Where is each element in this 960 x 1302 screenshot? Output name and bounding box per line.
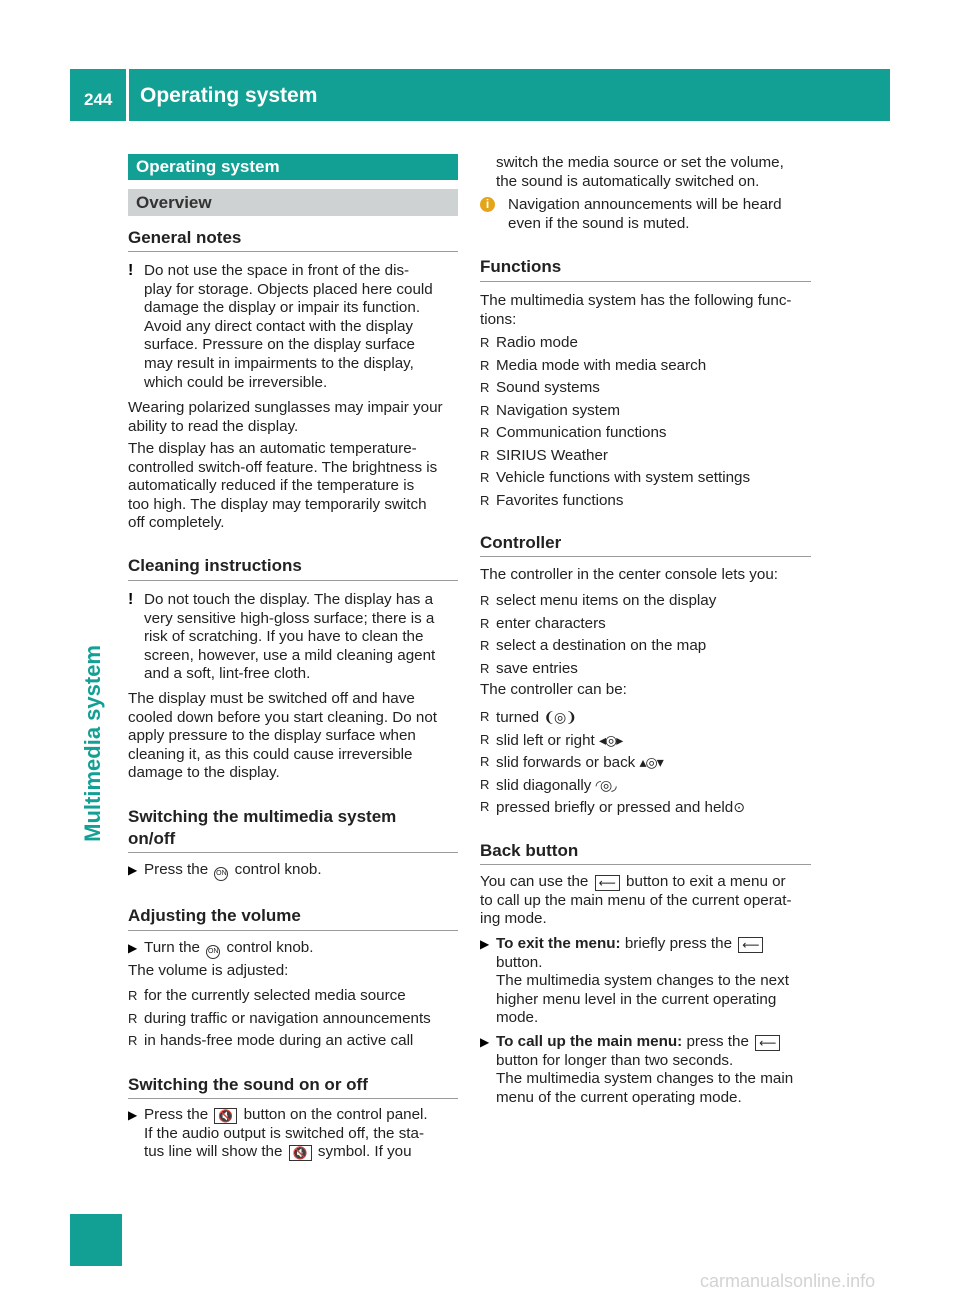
divider <box>128 251 458 252</box>
text-line: too high. The display may temporarily switch <box>128 495 427 513</box>
bullet-icon: R <box>480 425 490 440</box>
text: control knob. <box>226 939 314 956</box>
bullet-icon: R <box>480 754 490 769</box>
list-item: R during traffic or navigation announcements <box>128 1008 463 1031</box>
list-item: R turned ❨◎❩ <box>480 706 811 729</box>
bullet-icon: R <box>480 799 490 814</box>
functions-intro <box>480 292 815 329</box>
text-line: and a soft, lint-free cloth. <box>144 665 311 683</box>
step-exit-menu <box>480 935 811 1028</box>
list-item: R slid left or right ◂◎▸ <box>480 729 811 752</box>
paragraph-sunglasses <box>128 399 463 436</box>
heading-controller: Controller <box>480 533 562 552</box>
list-item: R Favorites functions <box>480 490 811 513</box>
text-line: the sound is automatically switched on. <box>496 172 760 190</box>
text-line: To exit the menu: briefly press the ⟵ <box>496 935 811 954</box>
list-item: R Navigation system <box>480 400 811 423</box>
text-line: cleaning it, as this could cause irreversible <box>128 745 413 763</box>
info-icon: i <box>480 197 495 212</box>
text-line: ability to read the display. <box>128 417 299 435</box>
text-line: play for storage. Objects placed here could <box>144 280 433 298</box>
text-line: even if the sound is muted. <box>508 214 690 232</box>
controller-intro: The controller in the center console lets you: <box>480 566 779 583</box>
controller-slide-lr-icon: ◂◎▸ <box>599 731 623 748</box>
list-item: R select menu items on the display <box>480 590 811 613</box>
text-line: Do not touch the display. The display has a <box>144 591 434 608</box>
text-line: menu of the current operating mode. <box>496 1088 742 1106</box>
list-item: R save entries <box>480 658 811 681</box>
text-line: The multimedia system has the following func- <box>480 292 792 309</box>
text-line: screen, however, use a mild cleaning agent <box>144 646 436 664</box>
list-item: R select a destination on the map <box>480 635 811 658</box>
warning-touch-display <box>128 591 463 684</box>
list-item: R pressed briefly or pressed and held⊙ <box>480 796 811 819</box>
bullet-icon: R <box>480 593 490 608</box>
sidebar-chapter-label: Multimedia system <box>80 645 105 842</box>
bullet-icon: R <box>480 402 490 418</box>
list-item: R Radio mode <box>480 332 811 355</box>
divider <box>480 281 811 282</box>
bullet-icon: R <box>480 335 490 350</box>
bullet-icon: R <box>128 1033 138 1048</box>
text-line: damage to the display. <box>128 764 280 782</box>
power-knob-icon: ON <box>206 945 220 959</box>
divider <box>128 1098 458 1099</box>
heading-switching <box>128 806 396 850</box>
section-title: Operating system <box>128 154 458 180</box>
text-line: Switching the multimedia system <box>128 807 397 826</box>
divider <box>128 852 458 853</box>
volume-intro: The volume is adjusted: <box>128 962 289 979</box>
text-line: The display must be switched off and have <box>128 690 415 707</box>
info-note <box>480 196 811 233</box>
functions-list <box>480 332 811 512</box>
text-line: mode. <box>496 1009 539 1027</box>
step-arrow-icon: ▶ <box>480 1035 490 1049</box>
bullet-icon: R <box>480 470 490 485</box>
text-line: apply pressure to the display surface when <box>128 727 416 745</box>
back-icon: ⟵ <box>755 1035 780 1051</box>
back-icon: ⟵ <box>738 937 763 953</box>
text-line: switch the media source or set the volume, <box>496 154 784 171</box>
list-item: R in hands-free mode during an active call <box>128 1030 463 1053</box>
bullet-icon: R <box>128 988 138 1003</box>
paragraph-temperature <box>128 440 463 533</box>
bullet-icon: R <box>480 709 490 724</box>
volume-list <box>128 985 463 1053</box>
bullet-icon: R <box>480 731 490 747</box>
power-knob-icon: ON <box>214 867 228 881</box>
controller-slide-diag-icon: ◜◎◞ <box>595 776 616 793</box>
text: control knob. <box>234 861 322 878</box>
bullet-icon: R <box>480 638 490 653</box>
text-line: ing mode. <box>480 910 547 928</box>
text: Press the <box>144 861 209 878</box>
sound-continued <box>480 154 811 191</box>
controller-press-icon: ⊙ <box>733 799 744 815</box>
divider <box>480 556 811 557</box>
heading-cleaning: Cleaning instructions <box>128 556 302 575</box>
text-line: button for longer than two seconds. <box>496 1051 734 1069</box>
text-line: The multimedia system changes to the main <box>496 1070 794 1088</box>
back-icon: ⟵ <box>595 875 620 891</box>
heading-volume: Adjusting the volume <box>128 906 301 925</box>
text-line: Navigation announcements will be heard <box>508 196 782 213</box>
controller-moves-list <box>480 706 811 819</box>
bullet-icon: R <box>480 492 490 508</box>
text-line: The display has an automatic temperature- <box>128 440 417 457</box>
controller-slide-fb-icon: ▴◎▾ <box>639 754 663 770</box>
list-item: R Vehicle functions with system settings <box>480 467 811 490</box>
text-line: cooled down before you start cleaning. Do not <box>128 708 438 726</box>
page-number: 244 <box>84 90 113 109</box>
text-line: tus line will show the 🔇 symbol. If you <box>144 1143 412 1161</box>
divider <box>128 930 458 931</box>
header-divider <box>126 69 129 121</box>
list-item: R Communication functions <box>480 422 811 445</box>
bullet-icon: R <box>480 447 490 463</box>
divider <box>480 864 811 865</box>
text-line: damage the display or impair its function. <box>144 299 421 317</box>
bullet-icon: R <box>128 1010 138 1026</box>
text-line: To call up the main menu: press the ⟵ <box>496 1033 811 1052</box>
bullet-icon: R <box>480 776 490 792</box>
step-arrow-icon: ▶ <box>128 941 138 955</box>
heading-back-button: Back button <box>480 841 579 860</box>
header-title: Operating system <box>140 84 318 107</box>
text-line: to call up the main menu of the current operat- <box>480 891 792 909</box>
step-press-mute <box>128 1106 463 1162</box>
list-item: R SIRIUS Weather <box>480 445 811 468</box>
heading-general-notes: General notes <box>128 228 242 247</box>
step-main-menu <box>480 1033 811 1107</box>
list-item: R enter characters <box>480 613 811 636</box>
bullet-icon: R <box>480 380 490 395</box>
step-turn-knob <box>128 939 458 959</box>
text-line: risk of scratching. If you have to clean the <box>144 628 424 646</box>
text-line: surface. Pressure on the display surface <box>144 336 415 354</box>
watermark: carmanualsonline.info <box>700 1271 876 1291</box>
step-arrow-icon: ▶ <box>480 937 490 951</box>
controller-uses-list <box>480 590 811 680</box>
step-press-knob <box>128 861 458 881</box>
step-arrow-icon: ▶ <box>128 863 138 877</box>
text-line: Do not use the space in front of the dis- <box>144 262 410 279</box>
list-item: R for the currently selected media source <box>128 985 463 1008</box>
text-line: Wearing polarized sunglasses may impair your <box>128 399 443 416</box>
bullet-icon: R <box>480 660 490 676</box>
text-line: Avoid any direct contact with the display <box>144 317 414 335</box>
back-intro <box>480 873 815 929</box>
text-line: off completely. <box>128 514 225 532</box>
text-line: button. <box>496 953 543 971</box>
warning-icon: ! <box>128 591 134 608</box>
text-line: tions: <box>480 310 517 328</box>
heading-functions: Functions <box>480 257 562 276</box>
text-line: on/off <box>128 829 176 848</box>
step-arrow-icon: ▶ <box>128 1108 138 1122</box>
bullet-icon: R <box>480 357 490 373</box>
text-line: Press the 🔇 button on the control panel. <box>144 1106 428 1123</box>
divider <box>128 580 458 581</box>
text-line: higher menu level in the current operating <box>496 990 777 1008</box>
list-item: R slid diagonally ◜◎◞ <box>480 774 811 797</box>
text-line: You can use the ⟵ button to exit a menu or <box>480 873 786 890</box>
list-item: R Sound systems <box>480 377 811 400</box>
text-line: automatically reduced if the temperature is <box>128 477 415 495</box>
text: Turn the <box>144 939 200 956</box>
controller-can-be: The controller can be: <box>480 681 627 698</box>
mute-icon: 🔇 <box>214 1108 237 1124</box>
controller-turn-icon: ❨◎❩ <box>543 709 576 725</box>
sidebar-block <box>70 1214 122 1266</box>
text-line: very sensitive high-gloss surface; there is a <box>144 609 435 627</box>
text-line: which could be irreversible. <box>144 373 328 391</box>
text-line: may result in impairments to the display, <box>144 354 414 372</box>
overview-title: Overview <box>128 189 458 216</box>
page-header <box>70 69 890 121</box>
warning-icon: ! <box>128 262 134 279</box>
heading-sound: Switching the sound on or off <box>128 1075 368 1094</box>
text-line: The multimedia system changes to the next <box>496 972 789 990</box>
paragraph-cleaning <box>128 690 463 783</box>
text-line: If the audio output is switched off, the sta- <box>144 1124 425 1142</box>
list-item: R Media mode with media search <box>480 355 811 378</box>
warning-display-space <box>128 262 458 392</box>
list-item: R slid forwards or back ▴◎▾ <box>480 751 811 774</box>
mute-icon: 🔇 <box>289 1145 312 1161</box>
text-line: controlled switch-off feature. The brightness is <box>128 458 438 476</box>
bullet-icon: R <box>480 615 490 631</box>
